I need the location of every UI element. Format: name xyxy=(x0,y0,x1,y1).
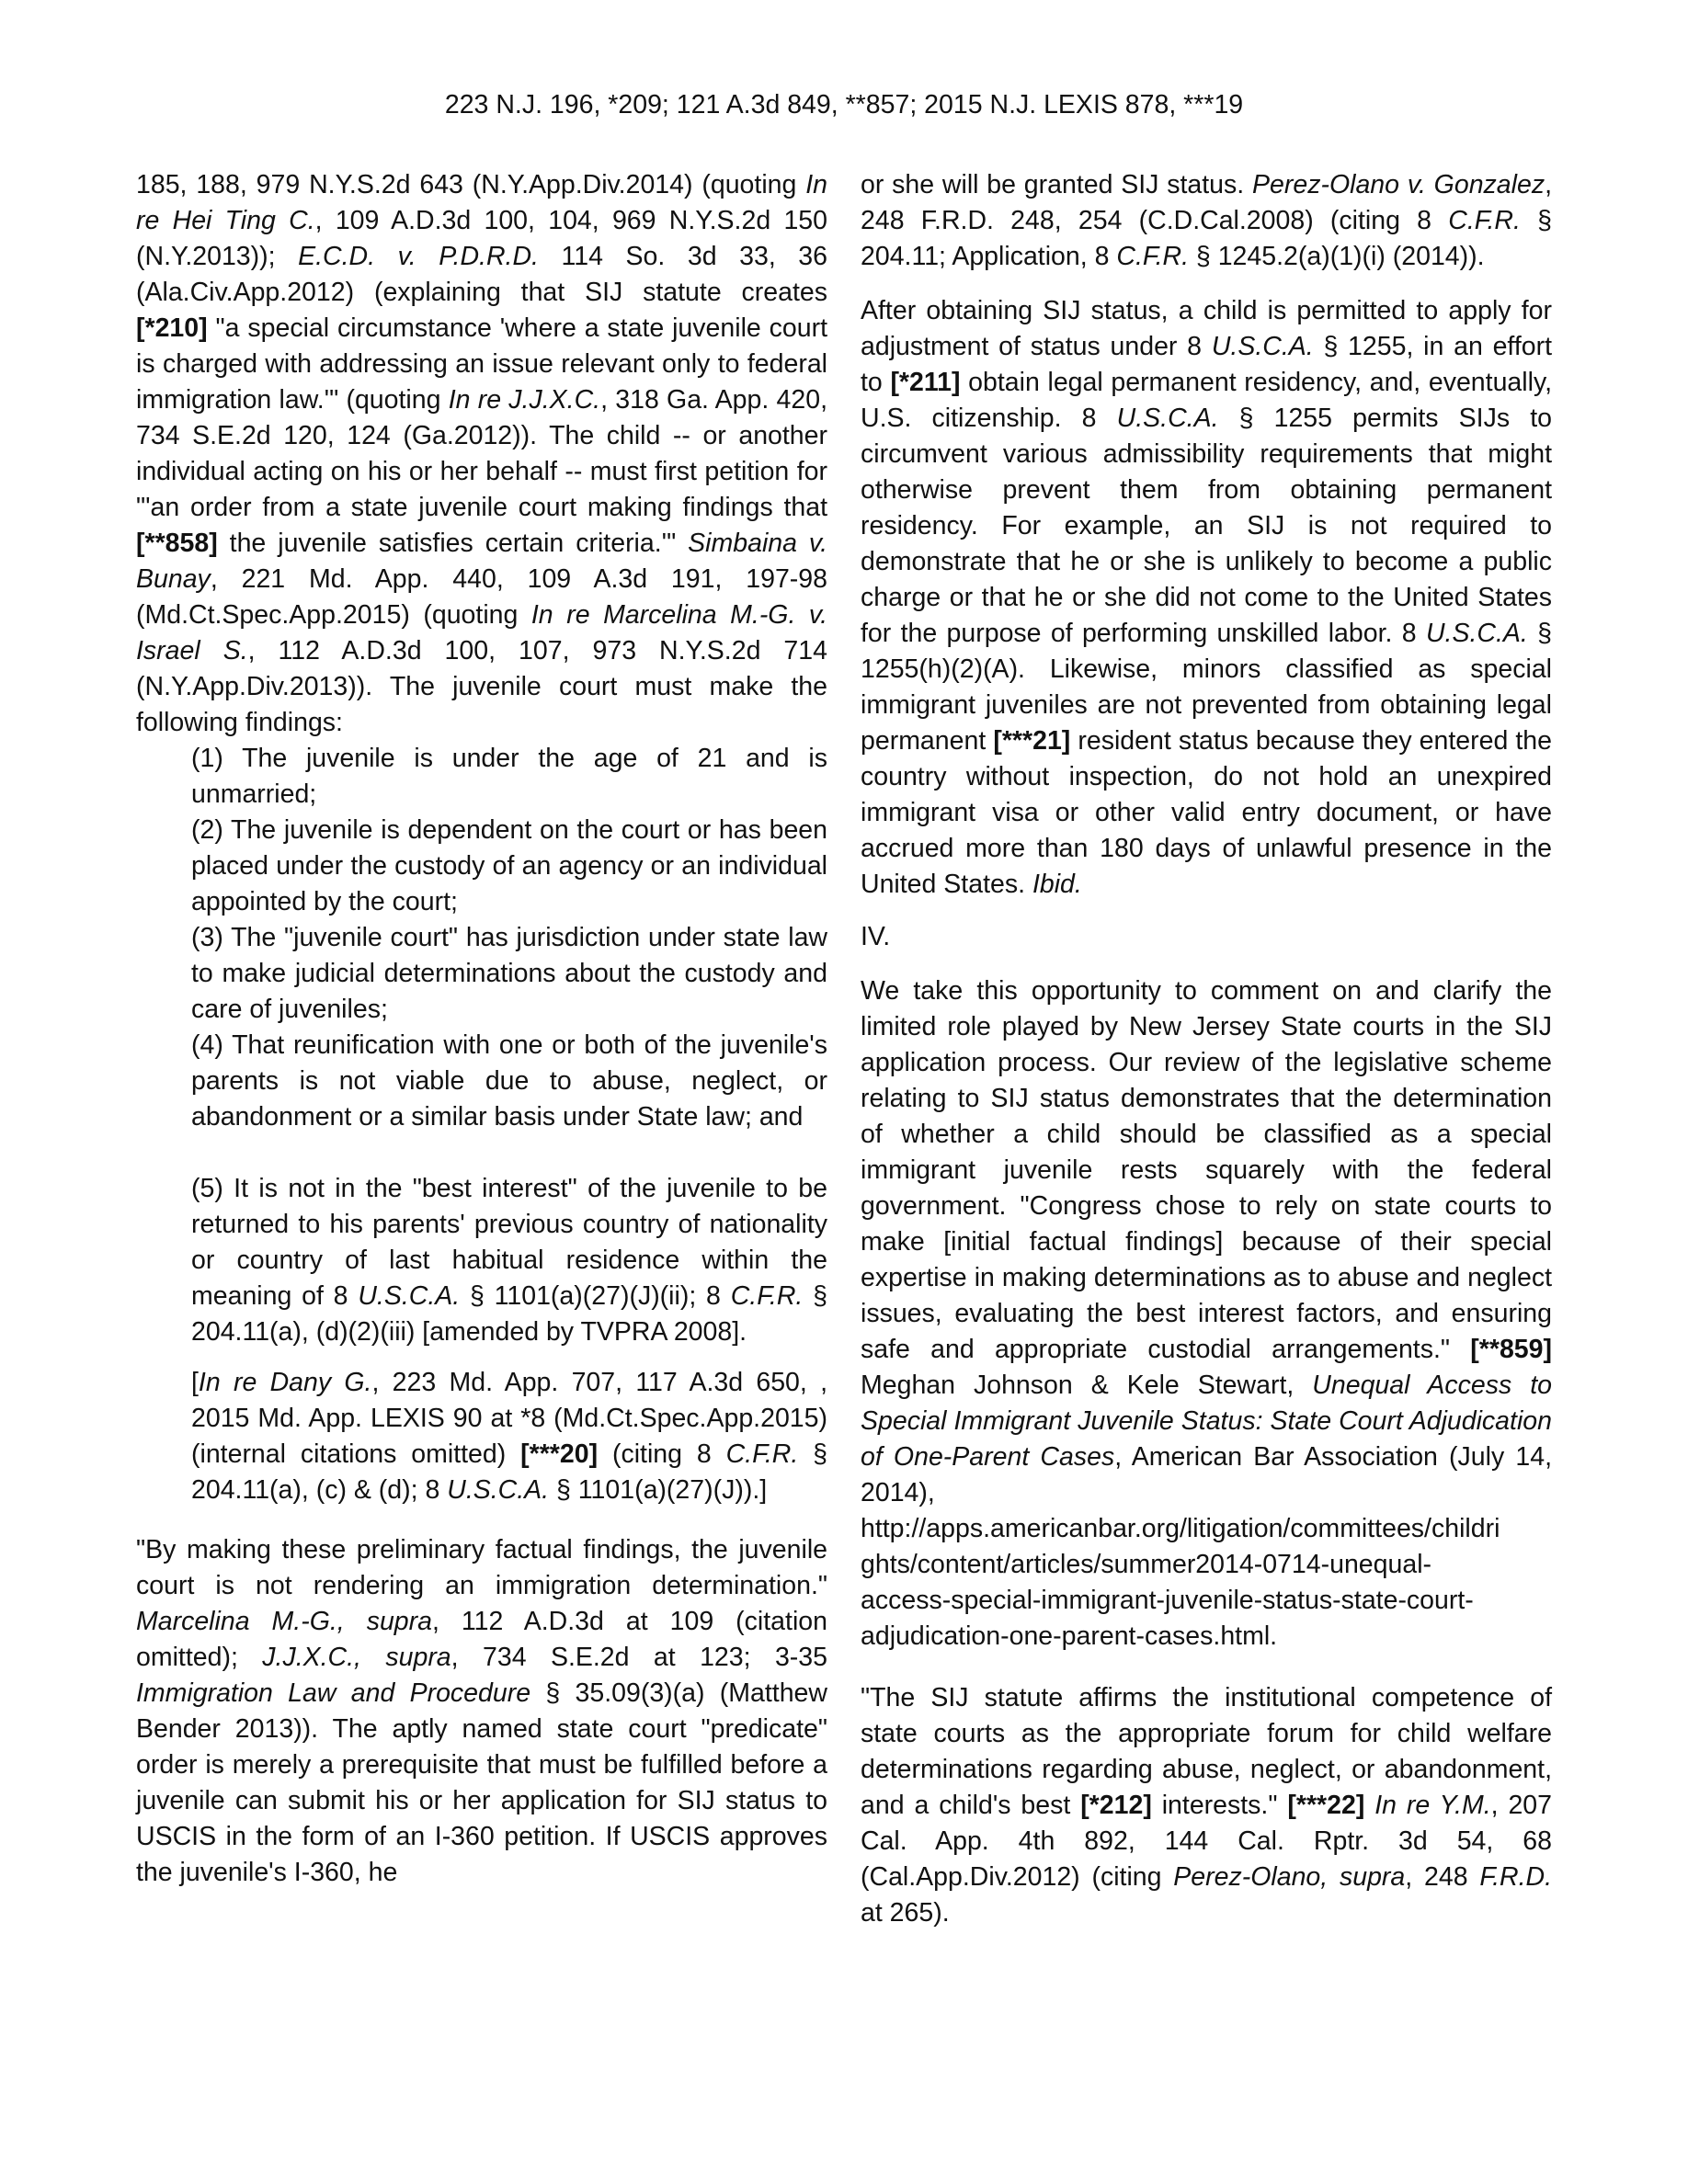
text-run: § 35.09(3)(a) (Matthew Bender 2013)). The aptly named state court "predicate" order is merely a prerequisite that must be fulfilled before a juvenile can submit his or her application for SIJ status to USCIS in the form of an I-360 petition. If USCIS approves the juvenile's I-360, he xyxy=(136,1678,827,1887)
url-line-2: ghts/content/articles/summer2014-0714-unequal- xyxy=(861,1550,1432,1579)
left-paragraph-2 xyxy=(136,1532,827,1891)
text-run: , 112 A.D.3d at 109 (citation omitted); xyxy=(136,1607,827,1672)
blank-line xyxy=(136,1135,827,1171)
finding-3: (3) The "juvenile court" has jurisdiction under state law to make judicial determinations about the custody and care of juveniles; xyxy=(191,923,827,1024)
finding-5 xyxy=(191,1171,827,1350)
text-run: or she will be granted SIJ status. xyxy=(861,170,1253,199)
text-run: 114 So. 3d 33, 36 (Ala.Civ.App.2012) (explaining that SIJ statute creates xyxy=(136,242,827,307)
text-run: , 248 F.R.D. 248, 254 (C.D.Cal.2008) (citing 8 xyxy=(861,170,1552,235)
statute-abbrev: C.F.R. xyxy=(730,1281,804,1311)
text-run: § 204.11(a), (c) & (d); 8 xyxy=(191,1439,827,1505)
text-run: at 265). xyxy=(861,1898,950,1928)
text-run: (citing 8 xyxy=(598,1439,726,1469)
text-run: the juvenile satisfies certain criteria.'" xyxy=(217,529,689,558)
statute-abbrev: U.S.C.A. xyxy=(1116,404,1219,433)
text-run: 185, 188, 979 N.Y.S.2d 643 (N.Y.App.Div.2014) (quoting xyxy=(136,170,806,199)
text-run: § 1101(a)(27)(J)(ii); 8 xyxy=(460,1281,731,1311)
case-name: J.J.X.C., supra xyxy=(262,1643,451,1672)
right-paragraph-4 xyxy=(861,1680,1552,1931)
left-column xyxy=(136,167,827,1891)
url-line-1: http://apps.americanbar.org/litigation/committees/childri xyxy=(861,1514,1500,1543)
text-run: § 1255(h)(2)(A). Likewise, minors classified as special immigrant juveniles are not prevented from obtaining legal permanent xyxy=(861,619,1552,756)
text-run: § 1245.2(a)(1)(i) (2014)). xyxy=(1189,242,1485,271)
page-marker: [*210] xyxy=(136,313,208,343)
statute-abbrev: U.S.C.A. xyxy=(447,1475,550,1505)
statute-abbrev: U.S.C.A. xyxy=(358,1281,461,1311)
text-run xyxy=(1364,1791,1374,1820)
left-paragraph-1 xyxy=(136,167,827,741)
statute-abbrev: C.F.R. xyxy=(725,1439,799,1469)
text-run: , American Bar Association (July 14, 2014), xyxy=(861,1442,1553,1507)
text-run: , 223 Md. App. 707, 117 A.3d 650, , 2015 Md. App. LEXIS 90 at *8 (Md.Ct.Spec.App.2015) (internal citations omitted) xyxy=(191,1368,828,1469)
section-heading: IV. xyxy=(861,922,891,951)
page-marker: [***20] xyxy=(520,1439,599,1469)
text-run: , 318 Ga. App. 420, 734 S.E.2d 120, 124 (Ga.2012)). The child -- or another individual acting on his or her behalf -- must first petition for "'an order from a state juvenile court making findings that xyxy=(136,385,828,522)
text-run: § 204.11; Application, 8 xyxy=(861,206,1552,271)
case-name: In re Y.M. xyxy=(1374,1791,1491,1820)
case-name: In re Dany G. xyxy=(198,1368,372,1397)
text-run: "The SIJ statute affirms the institutional competence of state courts as the appropriate forum for child welfare determinations regarding abuse, neglect, or abandonment, and a child's best xyxy=(861,1683,1552,1820)
treatise-title: Immigration Law and Procedure xyxy=(136,1678,531,1708)
page-marker: [*212] xyxy=(1080,1791,1152,1820)
finding-1: (1) The juvenile is under the age of 21 and is unmarried; xyxy=(191,744,827,809)
statute-abbrev: F.R.D. xyxy=(1479,1862,1552,1892)
page-marker: [**859] xyxy=(1470,1335,1552,1364)
text-run: Meghan Johnson & Kele Stewart, xyxy=(861,1371,1313,1400)
text-run: , 112 A.D.3d 100, 107, 973 N.Y.S.2d 714 (N.Y.App.Div.2013)). The juvenile court must make the following findings: xyxy=(136,636,827,737)
text-run: § 1101(a)(27)(J)).] xyxy=(549,1475,768,1505)
page-marker: [***21] xyxy=(993,726,1071,756)
article-title: Unequal Access to Special Immigrant Juvenile Status: State Court Adjudication of One-Parent Cases xyxy=(861,1371,1552,1472)
right-paragraph-1 xyxy=(861,167,1552,275)
bracketed-citation xyxy=(191,1365,827,1508)
right-paragraph-3 xyxy=(861,973,1552,1511)
page-marker: [*211] xyxy=(890,368,961,397)
finding-2: (2) The juvenile is dependent on the court or has been placed under the custody of an agency or an individual appointed by the court; xyxy=(191,815,827,916)
statute-abbrev: U.S.C.A. xyxy=(1425,619,1528,648)
url-line-3: access-special-immigrant-juvenile-status-state-court- xyxy=(861,1586,1474,1615)
right-column xyxy=(861,167,1552,1931)
statute-abbrev: C.F.R. xyxy=(1116,242,1190,271)
text-run: § 1255 permits SIJs to circumvent various admissibility requirements that might otherwise prevent them from obtaining permanent residency. For example, an SIJ is not required to demonstrate that he or she is unlikely to become a public charge or that he or she did not come to the United States for the purpose of performing unskilled labor. 8 xyxy=(861,404,1552,648)
case-name: In re Hei Ting C. xyxy=(136,170,827,235)
url-line-4: adjudication-one-parent-cases.html. xyxy=(861,1621,1278,1651)
text-run: , 734 S.E.2d at 123; 3-35 xyxy=(451,1643,827,1672)
text-run: § 204.11(a), (d)(2)(iii) [amended by TVPRA 2008]. xyxy=(191,1281,827,1347)
case-name: Perez-Olano, supra xyxy=(1173,1862,1406,1892)
citation-signal: Ibid. xyxy=(1032,870,1082,899)
case-name: Marcelina M.-G., supra xyxy=(136,1607,432,1636)
text-run: , 109 A.D.3d 100, 104, 969 N.Y.S.2d 150 (N.Y.2013)); xyxy=(136,206,827,271)
text-run: [ xyxy=(191,1368,199,1397)
text-run: "a special circumstance 'where a state juvenile court is charged with addressing an issue relevant only to federal immigration law.'" (quoting xyxy=(136,313,827,415)
case-name: In re Marcelina M.-G. v. Israel S. xyxy=(136,600,827,665)
text-run: interests." xyxy=(1151,1791,1288,1820)
case-name: Simbaina v. Bunay xyxy=(136,529,827,594)
text-run: resident status because they entered the country without inspection, do not hold an unexpired immigrant visa or other valid entry document, or have accrued more than 180 days of unlawful presence in the United States. xyxy=(861,726,1553,899)
page-marker: [***22] xyxy=(1287,1791,1365,1820)
right-paragraph-2 xyxy=(861,293,1552,903)
running-header: 223 N.J. 196, *209; 121 A.3d 849, **857; 2015 N.J. LEXIS 878, ***19 xyxy=(444,90,1244,119)
text-run: obtain legal permanent residency, and, eventually, U.S. citizenship. 8 xyxy=(861,368,1552,433)
text-run: We take this opportunity to comment on and clarify the limited role played by New Jersey State courts in the SIJ application process. Our review of the legislative scheme relating to SIJ status demonstrates that the determination of whether a child should be classified as a special immigrant juvenile rests squarely with the federal government. "Congress chose to rely on state courts to make [initial factual findings] because of their special expertise in making determinations as to abuse and neglect issues, evaluating the best interest factors, and ensuring safe and appropriate custodial arrangements." xyxy=(861,976,1552,1364)
statute-abbrev: U.S.C.A. xyxy=(1211,332,1314,361)
text-run: (5) It is not in the "best interest" of the juvenile to be returned to his parents' previous country of nationality or country of last habitual residence within the meaning of 8 xyxy=(191,1174,827,1311)
text-run: , 248 xyxy=(1405,1862,1480,1892)
text-run: § 1255, in an effort to xyxy=(861,332,1552,397)
case-name: E.C.D. v. P.D.R.D. xyxy=(298,242,539,271)
text-run: , 207 Cal. App. 4th 892, 144 Cal. Rptr. 3d 54, 68 (Cal.App.Div.2012) (citing xyxy=(861,1791,1552,1892)
page-marker: [**858] xyxy=(136,529,218,558)
text-run: , 221 Md. App. 440, 109 A.3d 191, 197-98 (Md.Ct.Spec.App.2015) (quoting xyxy=(136,564,827,630)
case-name: In re J.J.X.C. xyxy=(448,385,601,415)
text-run: After obtaining SIJ status, a child is permitted to apply for adjustment of status under 8 xyxy=(861,296,1552,361)
statute-abbrev: C.F.R. xyxy=(1448,206,1521,235)
case-name: Perez-Olano v. Gonzalez xyxy=(1252,170,1545,199)
finding-4: (4) That reunification with one or both of the juvenile's parents is not viable due to abuse, neglect, or abandonment or a similar basis under State law; and xyxy=(191,1030,827,1132)
text-run: "By making these preliminary factual findings, the juvenile court is not rendering an immigration determination." xyxy=(136,1535,827,1600)
